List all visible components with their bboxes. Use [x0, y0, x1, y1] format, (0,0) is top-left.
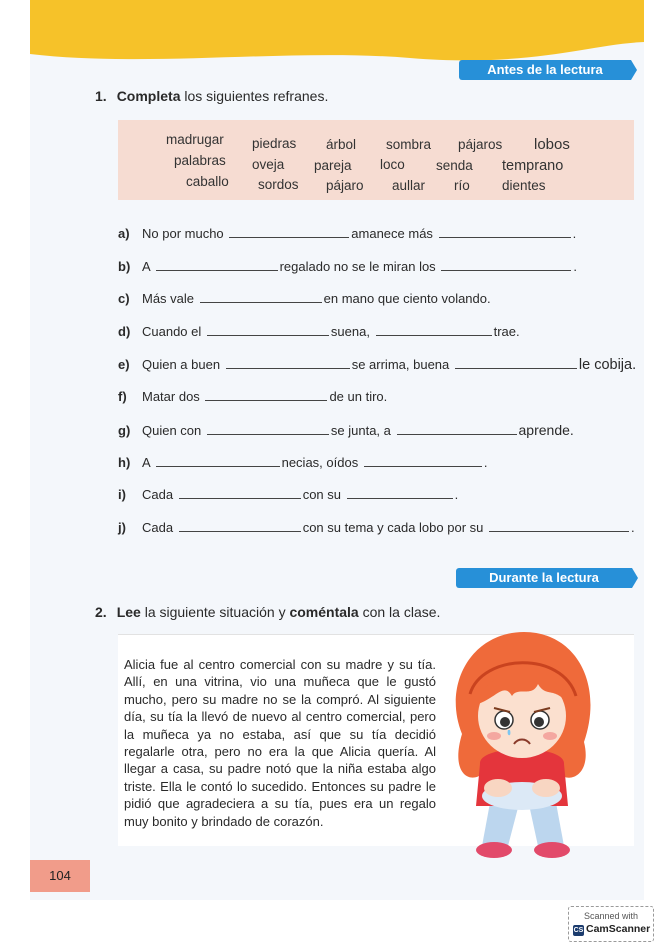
blank-line[interactable]: [229, 226, 349, 238]
item-text: A: [142, 259, 150, 274]
item-label: c): [118, 291, 130, 306]
blank-line[interactable]: [156, 455, 280, 467]
item-text: con su tema y cada lobo por su: [302, 520, 484, 535]
item-label: g): [118, 423, 131, 438]
section-tab-before-reading: Antes de la lectura: [459, 60, 631, 80]
word-bank-item: loco: [380, 157, 405, 172]
item-text: .: [483, 455, 488, 470]
item-text: Cada: [142, 487, 174, 502]
question-text: la siguiente situación y: [140, 604, 290, 620]
proverb-item: [118, 291, 491, 306]
word-bank-item: sordos: [258, 177, 299, 192]
proverb-item: [118, 389, 387, 404]
blank-line[interactable]: [200, 291, 322, 303]
question-verb: Lee: [116, 604, 141, 620]
word-bank-item: temprano: [502, 158, 564, 174]
word-bank-item: caballo: [186, 174, 229, 189]
question-verb: Completa: [116, 88, 181, 104]
story-text: Alicia fue al centro comercial con su madre y su tía. Allí, en una vitrina, vio una muñeca que le gustó mucho, pero su madre no se la compró. Al siguiente día, su tía la llevó de nuevo al centro comercial, pero la muñeca ya no estaba, así que su tía decidió regalarle otra, pero no era la que Alicia quería. Al llegar a casa, su padre notó que la niña estaba algo triste. Ella le contó lo sucedido. Entonces su padre le pidió que agradeciera a su tía, pues era un regalo muy bonito y brindado de corazón.: [124, 657, 436, 829]
word-bank-item: aullar: [392, 178, 426, 193]
item-label: b): [118, 259, 131, 274]
sad-girl-illustration: [442, 624, 602, 864]
question-text: los siguientes refranes.: [180, 88, 329, 104]
question-verb: coméntala: [289, 604, 359, 620]
blank-line[interactable]: [489, 520, 629, 532]
item-text: suena,: [330, 324, 370, 339]
blank-line[interactable]: [439, 226, 571, 238]
item-text: Quien con: [142, 423, 202, 438]
section-tab-during-reading: Durante la lectura: [456, 568, 632, 588]
item-text: trae.: [493, 324, 520, 339]
item-text: en mano que ciento volando.: [323, 291, 491, 306]
question-1-title: [95, 88, 328, 104]
word-bank-item: lobos: [534, 136, 570, 153]
question-number: 2.: [95, 604, 107, 620]
page-number: 104: [30, 860, 90, 892]
blank-line[interactable]: [455, 357, 577, 369]
proverb-item: [118, 324, 520, 339]
item-text: Cuando el: [142, 324, 202, 339]
item-text: Más vale: [142, 291, 195, 306]
word-bank-item: sombra: [386, 137, 432, 152]
item-text: .: [573, 259, 577, 274]
word-bank-item: río: [454, 178, 470, 193]
blank-line[interactable]: [156, 259, 278, 271]
proverb-item: [118, 357, 636, 373]
blank-line[interactable]: [226, 357, 350, 369]
item-text: regalado no se le miran los: [279, 259, 436, 274]
item-label: e): [118, 357, 130, 372]
proverb-item: [118, 520, 635, 535]
blank-line[interactable]: [207, 423, 329, 435]
blank-line[interactable]: [207, 324, 329, 336]
word-bank-item: oveja: [252, 157, 285, 172]
item-text: se arrima, buena: [351, 357, 450, 372]
item-label: f): [118, 389, 127, 404]
item-text: necias, oídos: [281, 455, 359, 470]
word-bank-item: pájaro: [326, 178, 364, 193]
item-text: amanece más: [351, 226, 433, 241]
item-text: le cobija.: [578, 357, 637, 373]
blank-line[interactable]: [441, 259, 571, 271]
proverb-item: [118, 226, 576, 241]
blank-line[interactable]: [347, 487, 453, 499]
question-number: 1.: [95, 88, 107, 104]
item-text: con su: [302, 487, 342, 502]
item-text: Quien a buen: [142, 357, 221, 372]
word-bank: [118, 120, 634, 200]
item-text: aprende.: [518, 422, 574, 438]
watermark-brand: CamScanner: [586, 923, 651, 935]
question-2-title: [95, 604, 440, 620]
proverb-item: [118, 455, 487, 470]
blank-line[interactable]: [376, 324, 492, 336]
item-text: Cada: [142, 520, 174, 535]
item-text: .: [631, 520, 635, 535]
question-text: con la clase.: [358, 604, 441, 620]
item-label: a): [118, 226, 130, 241]
item-text: A: [142, 455, 150, 470]
proverb-item: [118, 487, 458, 502]
watermark-caption: Scanned with: [583, 911, 639, 921]
item-text: .: [572, 226, 577, 241]
camscanner-logo-icon: CS: [573, 927, 584, 934]
proverb-item: [118, 259, 577, 274]
proverb-item: [118, 422, 574, 438]
word-bank-item: pareja: [314, 158, 352, 173]
blank-line[interactable]: [364, 455, 482, 467]
word-bank-item: dientes: [502, 178, 546, 193]
item-text: .: [454, 487, 459, 502]
item-text: No por mucho: [142, 226, 224, 241]
item-label: j): [118, 520, 126, 535]
blank-line[interactable]: [179, 487, 301, 499]
word-bank-item: pájaros: [458, 137, 503, 152]
item-label: d): [118, 324, 131, 339]
word-bank-item: senda: [436, 158, 473, 173]
item-text: se junta, a: [330, 423, 391, 438]
word-bank-item: palabras: [174, 153, 226, 168]
word-bank-item: árbol: [326, 137, 357, 152]
item-label: i): [118, 487, 126, 502]
blank-line[interactable]: [205, 389, 327, 401]
blank-line[interactable]: [397, 423, 517, 435]
word-bank-item: madrugar: [166, 132, 224, 147]
item-text: de un tiro.: [329, 389, 388, 404]
item-label: h): [118, 455, 131, 470]
camscanner-watermark: [568, 906, 654, 942]
word-bank-item: piedras: [252, 136, 297, 151]
blank-line[interactable]: [179, 520, 301, 532]
item-text: Matar dos: [142, 389, 200, 404]
